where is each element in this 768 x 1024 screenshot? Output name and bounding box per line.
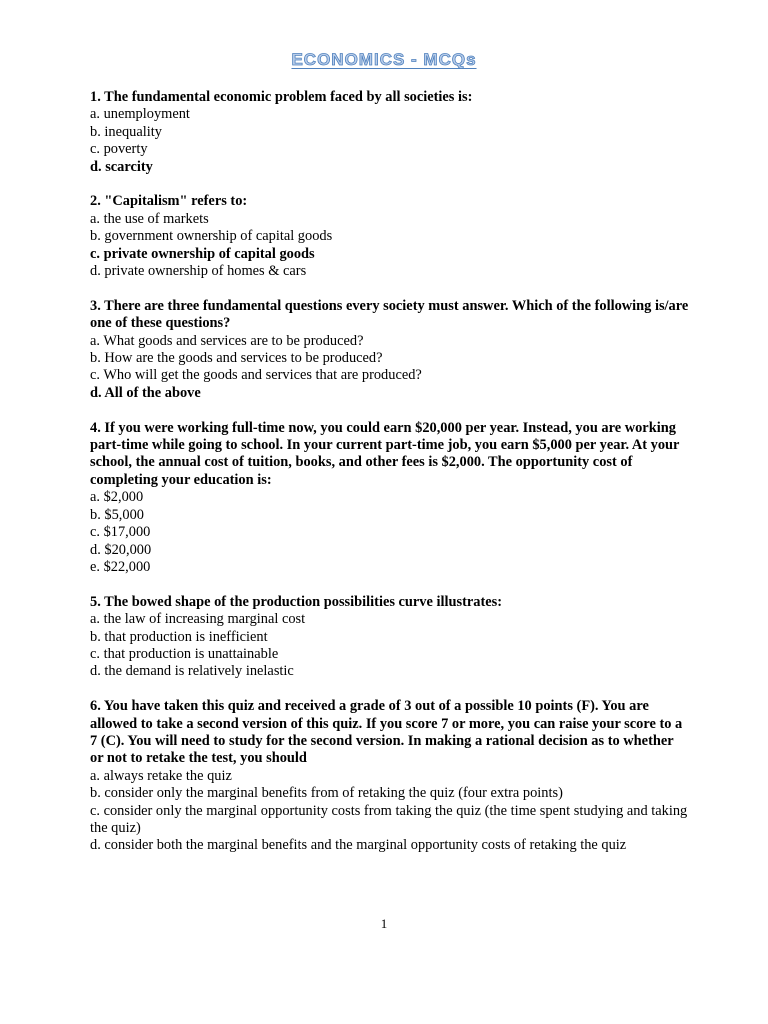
option-e: e. $22,000 [90,558,151,575]
question-2 [90,193,690,280]
question-4 [90,420,690,577]
question-3 [90,298,690,402]
question-list [90,89,690,872]
option-c: c. Who will get the goods and services that are produced? [90,367,422,384]
question-text: 2. "Capitalism" refers to: [90,193,248,210]
question-5 [90,594,690,681]
question-text: 6. You have taken this quiz and received a grade of 3 out of a possible 10 points (F). You are allowed to take a second version of this quiz. If you score 7 or more, you can raise your score to a 7 (C). You will need to study for the second version. In making a rational decision as to whether or not to retake the test, you should [90,698,683,767]
question-text: 4. If you were working full-time now, you could earn $20,000 per year. Instead, you are working part-time while going to school. In your current part-time job, you earn $5,000 per year. At your school, the annual cost of tuition, books, and other fees is $2,000. The opportunity cost of completing your education is: [90,419,680,488]
option-d: d. All of the above [90,384,201,401]
option-b: b. How are the goods and services to be produced? [90,350,383,367]
option-b: b. consider only the marginal benefits from of retaking the quiz (four extra points) [90,785,563,802]
option-d: d. $20,000 [90,541,152,558]
option-a: a. the use of markets [90,210,209,227]
question-1 [90,89,690,176]
option-c: c. poverty [90,141,148,158]
option-d: d. scarcity [90,158,153,175]
option-b: b. $5,000 [90,506,144,523]
option-c: c. that production is unattainable [90,645,279,662]
option-a: a. the law of increasing marginal cost [90,611,306,628]
page-number: 1 [380,916,388,931]
option-a: a. What goods and services are to be produced? [90,332,364,349]
question-text: 1. The fundamental economic problem faced by all societies is: [90,89,473,105]
title-block [0,50,768,70]
document-title: ECONOMICS - MCQs [291,50,477,69]
question-text: 5. The bowed shape of the production possibilities curve illustrates: [90,593,503,610]
question-6 [90,698,690,855]
option-d: d. the demand is relatively inelastic [90,663,294,680]
option-a: a. always retake the quiz [90,767,232,784]
option-b: b. inequality [90,123,162,140]
option-c: c. private ownership of capital goods [90,245,315,262]
option-b: b. government ownership of capital goods [90,228,333,245]
option-a: a. unemployment [90,106,190,123]
option-d: d. consider both the marginal benefits and the marginal opportunity costs of retaking the quiz [90,837,627,854]
option-d: d. private ownership of homes & cars [90,263,307,280]
option-c: c. consider only the marginal opportunity costs from taking the quiz (the time spent studying and taking the quiz) [90,802,688,836]
option-a: a. $2,000 [90,489,144,506]
question-text: 3. There are three fundamental questions every society must answer. Which of the following is/are one of these questions? [90,297,689,332]
option-b: b. that production is inefficient [90,628,268,645]
option-c: c. $17,000 [90,524,151,541]
